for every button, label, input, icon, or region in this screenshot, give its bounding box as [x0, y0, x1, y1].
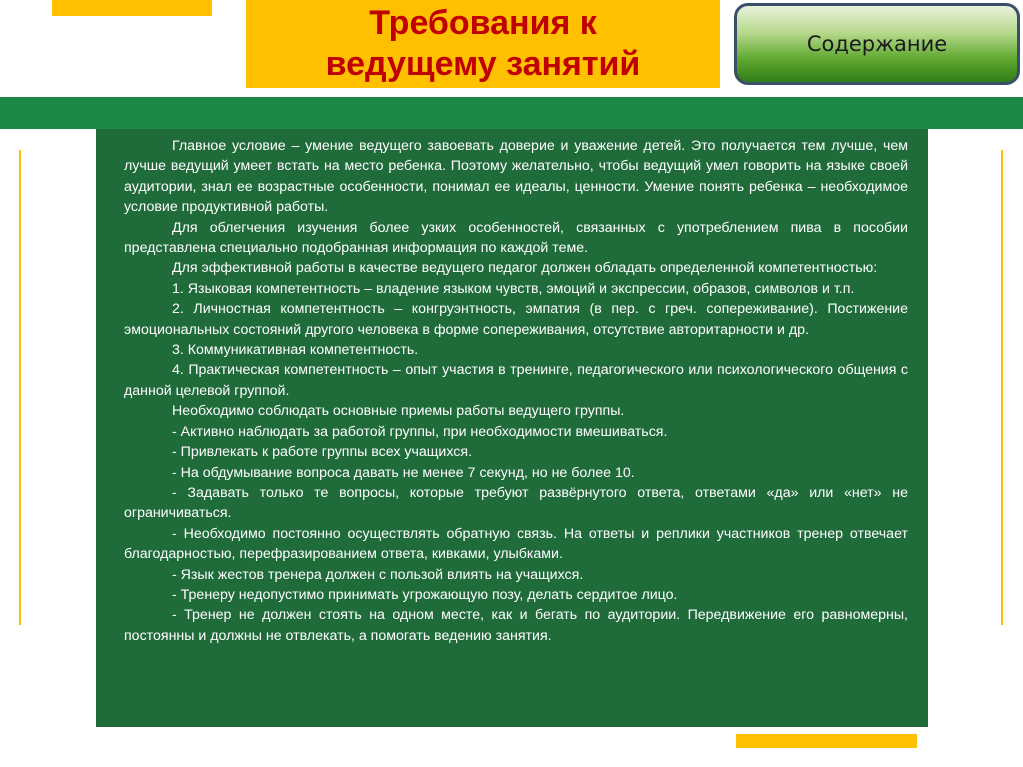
- header-green-band: [0, 97, 1023, 129]
- right-decor-line: [1001, 150, 1003, 625]
- paragraph: 4. Практическая компетентность – опыт участия в тренинге, педагогического или психологического общения с данной целевой группой.: [124, 362, 908, 399]
- paragraph: Необходимо соблюдать основные приемы работы ведущего группы.: [172, 403, 625, 420]
- paragraph: - На обдумывание вопроса давать не менее 7 секунд, но не более 10.: [172, 464, 635, 481]
- paragraph: 2. Личностная компетентность – конгруэнтность, эмпатия (в пер. с греч. сопереживание). Постижение эмоциональных состояний другого человека в форме сопереживания, отсутствие авторитарности и др.: [124, 301, 908, 338]
- bottom-decor-bar: [736, 734, 917, 748]
- paragraph: 3. Коммуникативная компетентность.: [172, 342, 419, 359]
- paragraph: - Язык жестов тренера должен с пользой влиять на учащихся.: [172, 566, 584, 583]
- paragraph: - Привлекать к работе группы всех учащихся.: [172, 444, 473, 461]
- content-panel: [96, 129, 928, 727]
- left-decor-line: [19, 150, 21, 625]
- top-left-decor-bar: [52, 0, 212, 16]
- paragraph: 1. Языковая компетентность – владение языком чувств, эмоций и экспрессии, образов, символов и т.п.: [172, 280, 855, 297]
- paragraph: - Необходимо постоянно осуществлять обратную связь. На ответы и реплики участников тренер отвечает благодарностью, перефразированием ответа, кивками, улыбками.: [124, 525, 908, 563]
- page-title: Требования к ведущему занятий: [325, 4, 641, 83]
- paragraph: Для эффективной работы в качестве ведущего педагог должен обладать определенной компетентностью:: [172, 260, 878, 277]
- paragraph: - Тренер не должен стоять на одном месте, как и бегать по аудитории. Передвижение его равномерны, постоянны и должны не отвлекать, а помогать ведению занятия.: [124, 607, 908, 644]
- paragraph: - Задавать только те вопросы, которые требуют развёрнутого ответа, ответами «да» или «нет» не ограничиваться.: [124, 484, 908, 522]
- paragraph: - Активно наблюдать за работой группы, при необходимости вмешиваться.: [172, 423, 668, 440]
- paragraph: Для облегчения изучения более узких особенностей, связанных с употреблением пива в пособии представлена специально подобранная информация по каждой теме.: [124, 219, 908, 257]
- title-box: [246, 0, 720, 88]
- contents-button[interactable]: [734, 3, 1020, 85]
- contents-button-label: Содержание: [806, 32, 948, 56]
- paragraph: - Тренеру недопустимо принимать угрожающую позу, делать сердитое лицо.: [172, 586, 678, 603]
- paragraph: Главное условие – умение ведущего завоевать доверие и уважение детей. Это получается тем лучше, чем лучше ведущий умеет встать на место ребенка. Поэтому желательно, чтобы ведущий умел говорить на языке своей аудитории, знал ее возрастные особенности, понимал ее идеалы, ценности. Умение понять ребенка – необходимое условие продуктивной работы.: [124, 138, 908, 216]
